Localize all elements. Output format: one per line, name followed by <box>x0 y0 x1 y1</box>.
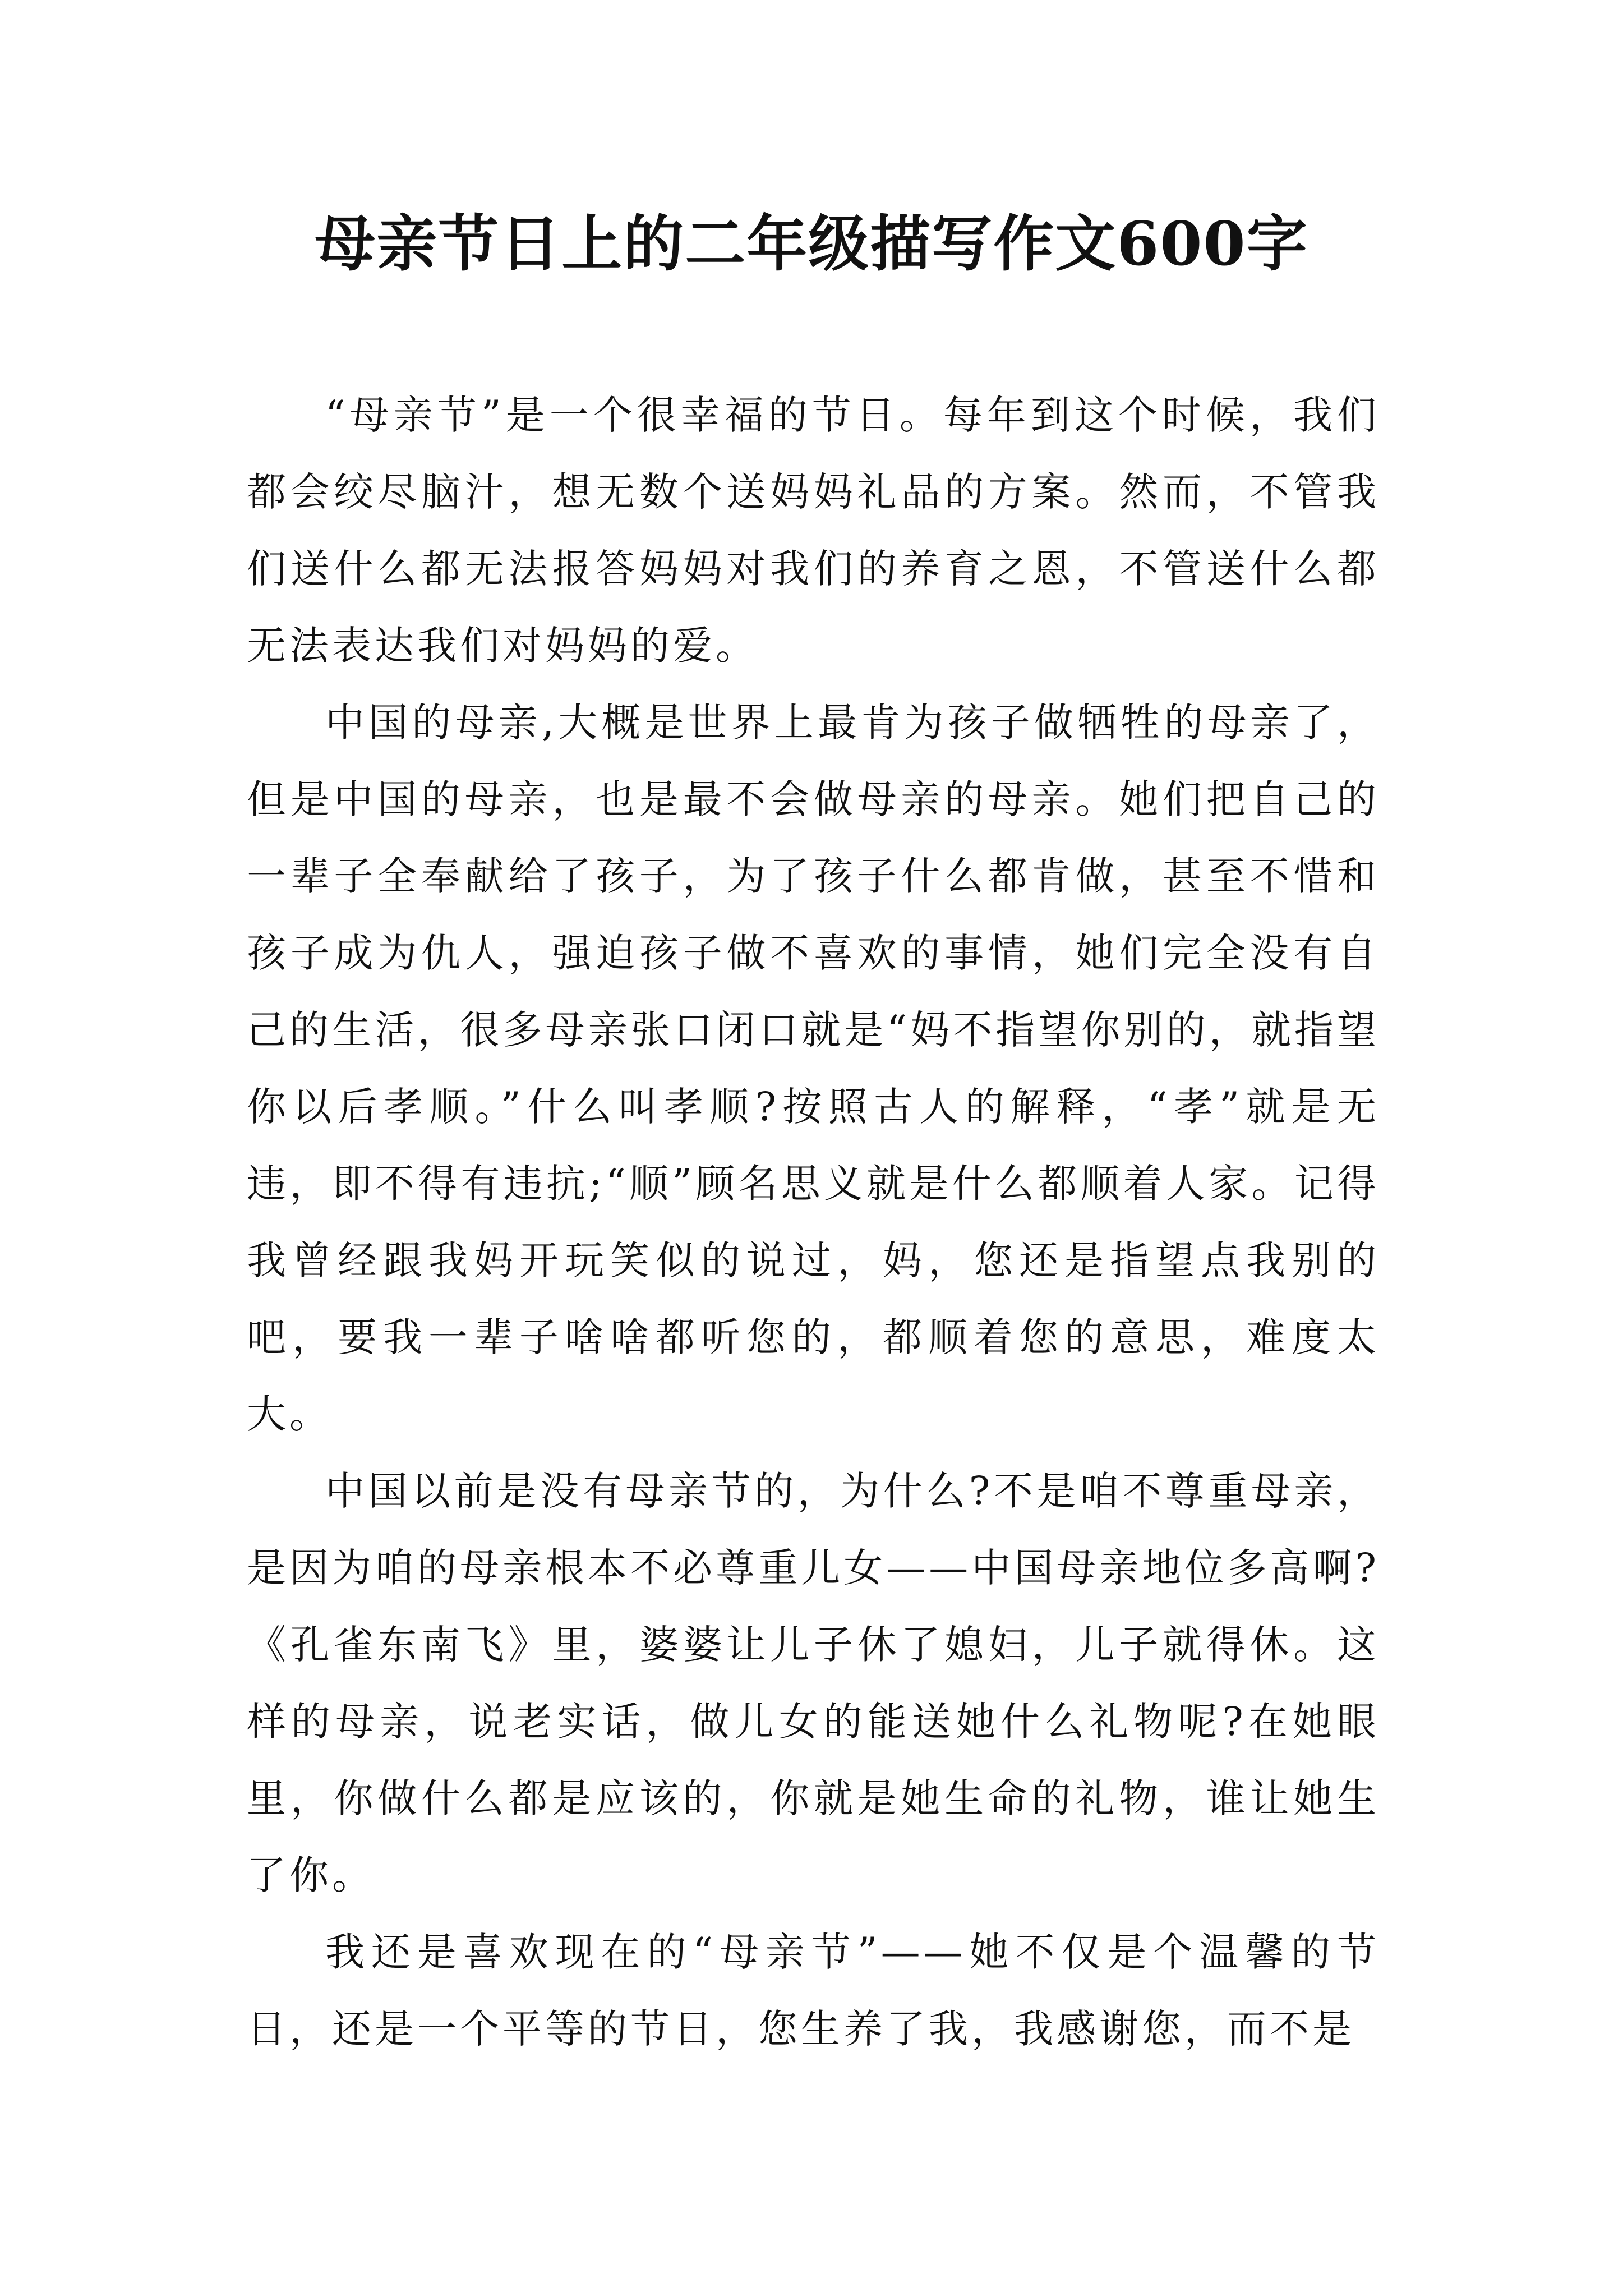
paragraph-2: 中国的母亲,大概是世界上最肯为孩子做牺牲的母亲了，但是中国的母亲，也是最不会做母亲的母亲。她们把自己的一辈子全奉献给了孩子，为了孩子什么都肯做，甚至不惜和孩子成为仇人，强迫孩子做不喜欢的事情，她们完全没有自己的生活，很多母亲张口闭口就是“妈不指望你别的，就指望你以后孝顺。”什么叫孝顺?按照古人的解释，“孝”就是无违，即不得有违抗;“顺”顾名思义就是什么都顺着人家。记得我曾经跟我妈开玩笑似的说过，妈，您还是指望点我别的吧，要我一辈子啥啥都听您的，都顺着您的意思，难度太大。 <box>247 700 1380 1437</box>
paragraph-1: “母亲节”是一个很幸福的节日。每年到这个时候，我们都会绞尽脑汁，想无数个送妈妈礼品的方案。然而，不管我们送什么都无法报答妈妈对我们的养育之恩，不管送什么都无法表达我们对妈妈的爱。 <box>247 392 1380 669</box>
document-title: 母亲节日上的二年级描写作文600字 <box>315 209 1308 279</box>
paragraph-3: 中国以前是没有母亲节的，为什么?不是咱不尊重母亲，是因为咱的母亲根本不必尊重儿女——中国母亲地位多高啊?《孔雀东南飞》里，婆婆让儿子休了媳妇，儿子就得休。这样的母亲，说老实话，做儿女的能送她什么礼物呢?在她眼里，你做什么都是应该的，你就是她生命的礼物，谁让她生了你。 <box>247 1468 1380 1898</box>
document-body <box>247 377 1380 2068</box>
paragraph-4: 我还是喜欢现在的“母亲节”——她不仅是个温馨的节日，还是一个平等的节日，您生养了我，我感谢您，而不是 <box>247 1929 1380 2052</box>
